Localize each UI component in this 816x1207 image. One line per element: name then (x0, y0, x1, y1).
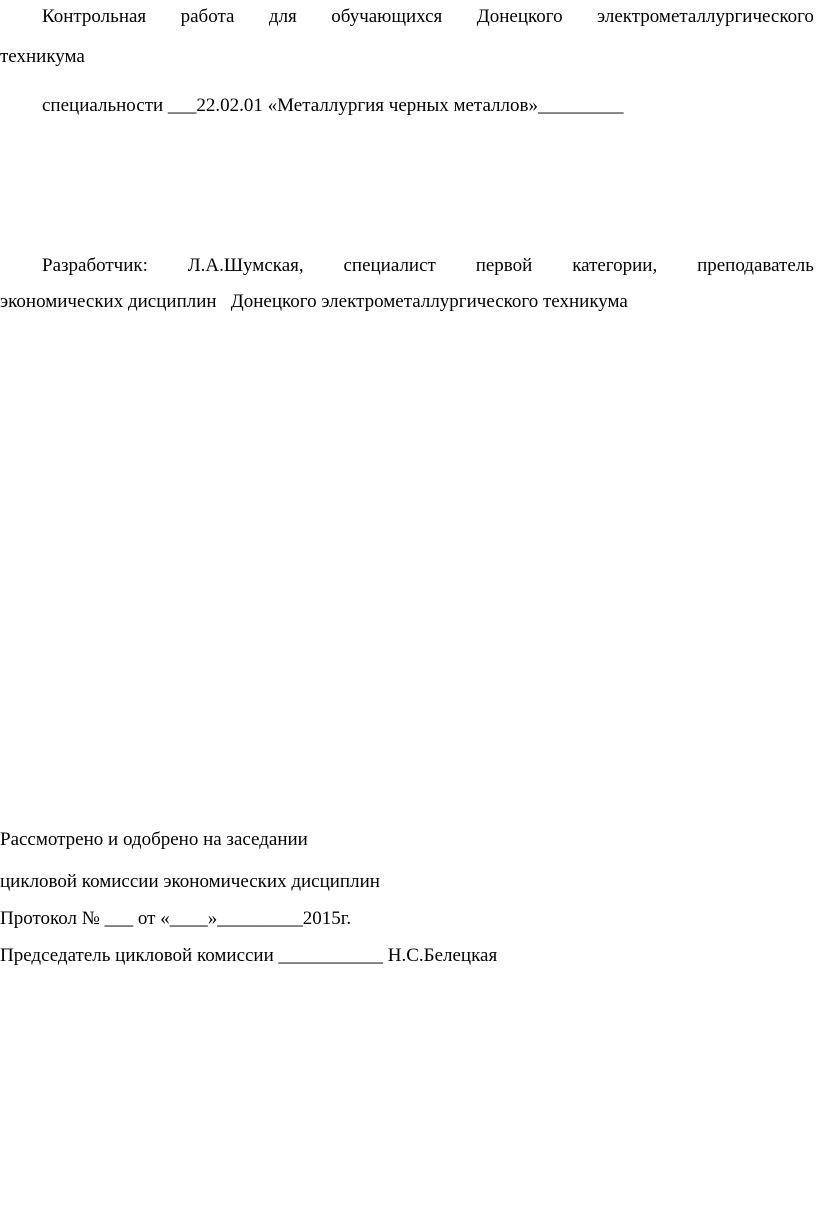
specialty-line: специальности ___22.02.01 «Металлургия черных металлов»_________ (42, 95, 624, 116)
title-word: обучающихся (331, 6, 443, 27)
developer-line-2: экономических дисциплин Донецкого электрометаллургического техникума (0, 291, 628, 312)
developer-word: преподаватель (697, 255, 814, 276)
title-word: Донецкого (476, 6, 563, 27)
developer-word: категории, (572, 255, 658, 276)
developer-word: Разработчик: (42, 255, 148, 276)
approval-line-2: цикловой комиссии экономических дисциплин (0, 871, 380, 892)
title-line-2: техникума (0, 46, 85, 67)
developer-line-1 (0, 254, 814, 278)
protocol-line: Протокол № ___ от «____»_________2015г. (0, 908, 352, 929)
developer-word: Л.А.Шумская, (187, 255, 304, 276)
title-word: для (268, 6, 297, 27)
developer-word: первой (475, 255, 533, 276)
chairman-line: Председатель цикловой комиссии ___________ Н.С.Белецкая (0, 945, 498, 966)
title-line-1 (0, 5, 814, 29)
title-word: электрометаллургического (597, 6, 814, 27)
approval-line-1: Рассмотрено и одобрено на заседании (0, 829, 308, 850)
title-word: работа (180, 6, 235, 27)
title-word: Контрольная (42, 6, 147, 27)
developer-word: специалист (343, 255, 436, 276)
